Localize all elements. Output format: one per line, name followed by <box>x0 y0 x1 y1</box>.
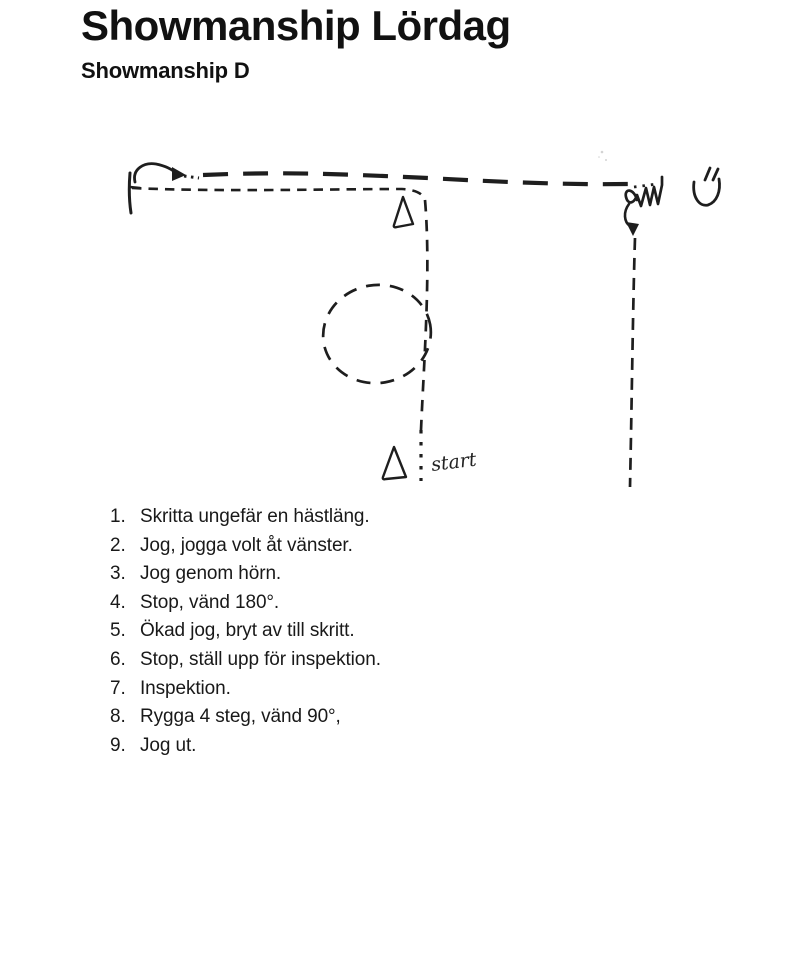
step-text: Jog, jogga volt åt vänster. <box>140 534 353 556</box>
step-text: Inspektion. <box>140 677 231 699</box>
start-cone-icon <box>383 447 406 479</box>
pattern-step-4 <box>0 589 700 618</box>
page-title: Showmanship Lördag <box>81 2 511 49</box>
jog-rail-dashed-path <box>203 173 629 184</box>
step-text: Stop, vänd 180°. <box>140 591 280 613</box>
pattern-step-9 <box>0 732 700 761</box>
judge-smiley-icon <box>694 168 720 205</box>
pattern-step-7 <box>0 675 700 704</box>
page-subtitle: Showmanship D <box>81 58 250 83</box>
pattern-step-1 <box>0 503 700 532</box>
pattern-step-2 <box>0 532 700 561</box>
volt-circle <box>315 276 438 391</box>
step-text: Jog genom hörn. <box>140 563 282 585</box>
step-number: 9. <box>110 734 126 756</box>
step-text: Jog ut. <box>140 734 197 756</box>
step-number: 2. <box>110 534 126 556</box>
step-number: 3. <box>110 563 126 585</box>
pattern-diagram <box>0 130 800 502</box>
halt-down-arrowhead-icon <box>626 222 639 236</box>
step-number: 8. <box>110 706 126 728</box>
pattern-step-5 <box>0 617 700 646</box>
start-label: start <box>429 448 478 476</box>
pattern-step-8 <box>0 703 700 732</box>
pattern-steps-list <box>0 503 700 760</box>
step-number: 1. <box>110 506 126 527</box>
pattern-step-6 <box>0 646 700 675</box>
step-text: Skritta ungefär en hästläng. <box>140 506 370 527</box>
step-number: 4. <box>110 591 126 613</box>
turn-180-arrowhead-icon <box>172 167 186 181</box>
step-number: 5. <box>110 620 126 642</box>
turn-180-arrow <box>135 164 177 182</box>
pattern-diagram-svg <box>0 130 800 502</box>
scan-speckles <box>598 151 607 161</box>
right-dashed-path <box>630 238 635 487</box>
cone-icon <box>394 197 413 227</box>
backup-zigzag-icon <box>626 177 662 206</box>
turn-arrow-dots <box>184 176 199 178</box>
step-number: 7. <box>110 677 126 699</box>
step-text: Ökad jog, bryt av till skritt. <box>140 620 355 642</box>
arena-corner-mark <box>129 173 131 213</box>
pattern-step-3 <box>0 560 700 589</box>
step-text: Stop, ställ upp för inspektion. <box>140 648 381 670</box>
step-number: 6. <box>110 648 126 670</box>
step-text: Rygga 4 steg, vänd 90°, <box>140 706 341 728</box>
walk-dashed-path <box>132 188 425 200</box>
